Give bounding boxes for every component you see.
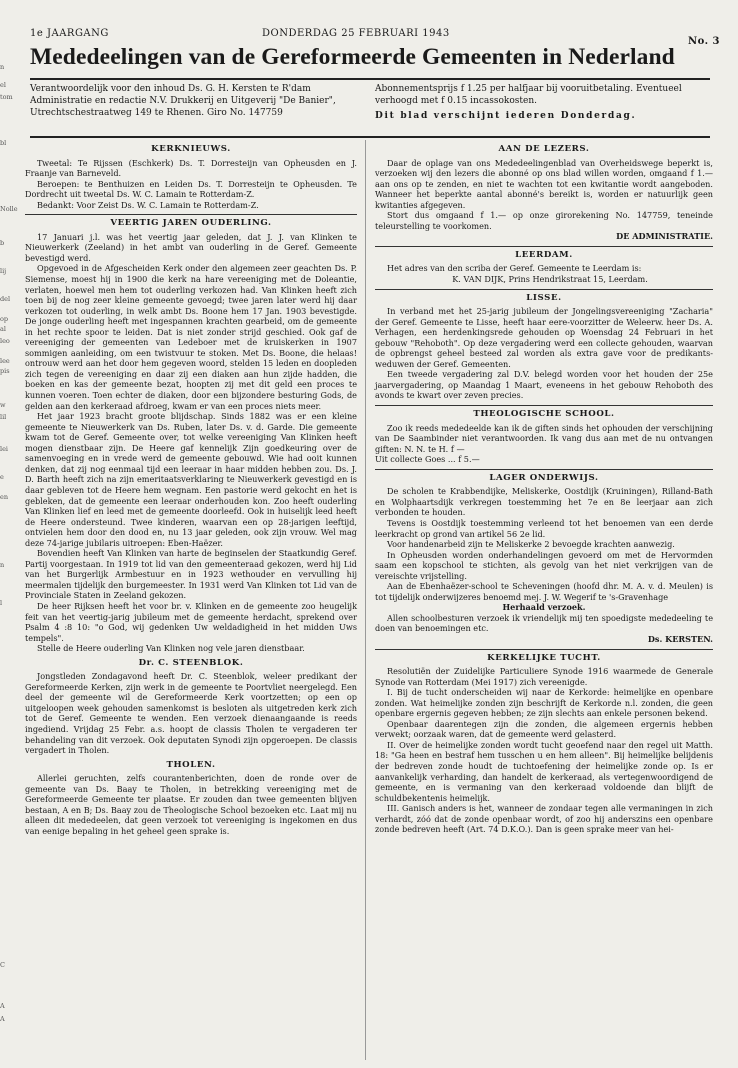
section-title-leerdam: LEERDAM. xyxy=(375,246,713,261)
article-paragraph: Tevens is Oostdijk toestemming verleend tot het benoemen van een derde leerkracht op grond van artikel 56 2e lid. xyxy=(375,517,713,539)
article-paragraph: 17 Januari j.l. was het veertig jaar geleden, dat J. J. van Klinken te Nieuwerkerk (Zeeland) in het ambt van ouderling in de Geref. Gemeente bevestigd werd. xyxy=(25,231,357,263)
publication-frequency: Dit blad verschijnt iederen Donderdag. xyxy=(375,111,637,121)
masthead-top xyxy=(30,28,720,47)
margin-note: tom xyxy=(0,93,13,101)
subscription-price: Abonnementsprijs f 1.25 per halfjaar bij vooruitbetaling. Eventueel verhoogd met f 0.15 incassokosten. xyxy=(375,84,682,106)
margin-note: lij xyxy=(0,267,7,275)
issue-date: DONDERDAG 25 FEBRUARI 1943 xyxy=(262,28,450,39)
section-title-lezers: AAN DE LEZERS. xyxy=(498,144,590,154)
margin-note: del xyxy=(0,295,11,303)
margin-note: e xyxy=(0,473,4,481)
scriba-address: K. VAN DIJK, Prins Hendrikstraat 15, Leerdam. xyxy=(452,274,648,285)
subscription-info xyxy=(375,83,710,122)
gift-line: Uit collecte Goes ... f 5.— xyxy=(375,454,480,465)
column-divider xyxy=(365,140,366,1060)
article-paragraph: Allerlei geruchten, zelfs courantenberichten, doen de ronde over de gemeente van Ds. Baay te Tholen, in betrekking vereeniging met de Gereformeerde Gemeente ter plaatse. Er zouden dan twee gemeenten blijven bestaan, A en B; Ds. Baay zou de Theologische School bezoeken etc. Laat mij nu alleen dit mededeelen, dat geen verzoek tot vereeniging is ingekomen en dus van eenige bepaling in het geheel geen sprake is. xyxy=(25,773,357,836)
section-title-lisse: LISSE. xyxy=(375,289,713,304)
signature-administratie: DE ADMINISTRATIE. xyxy=(616,231,713,242)
article-paragraph: Aan de Ebenhaëzer-school te Scheveningen (hoofd dhr. M. A. v. d. Meulen) is tot tijdelijk onderwijzeres benoemd mej. J. W. Wegerif te 's-Gravenhage xyxy=(375,581,713,602)
article-paragraph: Daar de oplage van ons Mededeelingenblad van Overheidswege beperkt is, verzoeken wij den lezers die abonné op ons blad willen worden, omgaand f 1.— aan ons op te zenden, en niet te wachten tot een kwitantie wordt aangeboden. Wanneer het beperkte aantal abonné's bereikt is, worden er natuurlijk geen kwitanties afgegeven. xyxy=(375,157,713,210)
editorial-info xyxy=(30,83,360,119)
margin-note: op xyxy=(0,315,9,323)
margin-note: C xyxy=(0,961,5,969)
article-paragraph: Stort dus omgaand f 1.— op onze girorekening No. 147759, teneinde teleurstelling te voorkomen. xyxy=(375,210,713,231)
margin-note: lee xyxy=(0,357,10,365)
editor-line: Verantwoordelijk voor den inhoud Ds. G. H. Kersten te R'dam xyxy=(30,84,311,94)
article-paragraph: I. Bij de tucht onderscheiden wij naar de Kerkorde: heimelijke en openbare zonden. Wat heimelijke zonden zijn beschrijft de Kerkorde n.l. zonden, die geen openbare ergernis gegeven hebben; ze zijn slechts aan enkele personen bekend. xyxy=(375,687,713,719)
article-paragraph: In Opheusden worden onderhandelingen gevoerd om met de Hervormden saam een kopschool te stichten, als gevolg van het niet verkrijgen van de vereischte vrijstelling. xyxy=(375,549,713,581)
section-title-veertig-jaren: VEERTIG JAREN OUDERLING. xyxy=(25,214,357,229)
margin-note: n xyxy=(0,561,5,569)
margin-note: b xyxy=(0,239,5,247)
article-paragraph: Het jaar 1923 bracht groote blijdschap. Sinds 1882 was er een kleine gemeente te Nieuwerkerk van Ds. Ruben, later Ds. v. d. Garde. Die gemeente kwam tot de Geref. Gemeente over, tot welke vereeniging Van Klinken heeft mogen dienstbaar zijn. De Heere gaf kennelijk Zijn goedkeuring over de samenvoeging en in vrede werd de gemeente gebouwd. Wie had ooit kunnen denken, dat zij nog eenmaal tijd een leeraar in haar midden hebben zou. Ds. J. D. Barth heeft zich na zijn emeritaatsverklaring te Nieuwerkerk gevestigd en is daar gebleven tot de Heere hem wegnam. Een pastorie werd gekocht en het is gebleken, dat de gemeente een leeraar onderhouden kon. Zoo heeft ouderling Van Klinken lief en leed met de gemeente doorleefd. Ook in huiselijk leed heeft de Heere ondersteund. Twee kinderen, waarvan een op 28-jarigen leeftijd, ontvielen hem door den dood en, nu 13 jaar geleden, ook zijn vrouw. Wel mag deze 74-jarige jubilaris uitroepen: Eben-Haëzer. xyxy=(25,411,357,548)
margin-note: n xyxy=(0,63,5,71)
section-title-kerkelijke-tucht: KERKELIJKE TUCHT. xyxy=(375,649,713,664)
section-title-lager-onderwijs: LAGER ONDERWIJS. xyxy=(375,469,713,484)
article-paragraph: Stelle de Heere ouderling Van Klinken nog vele jaren dienstbaar. xyxy=(37,643,305,654)
margin-note: bl xyxy=(0,139,7,147)
header-rule xyxy=(30,136,710,138)
masthead-rule xyxy=(30,78,710,80)
article-paragraph: Het adres van den scriba der Geref. Gemeente te Leerdam is: xyxy=(387,263,642,274)
margin-note: lei xyxy=(0,445,9,453)
margin-note: A xyxy=(0,1015,5,1023)
margin-note: leo xyxy=(0,337,10,345)
article-paragraph: Bovendien heeft Van Klinken van harte de beginselen der Staatkundig Geref. Partij voorgestaan. In 1919 tot lid van den gemeenteraad gekozen, werd hij Lid van het Burgerlijk Armbestuur en in 1923 wethouder en vervulling hij meermalen tijdelijk den burgemeester. In 1931 werd Van Klinken tot Lid van de Provinciale Staten in Zeeland gekozen. xyxy=(25,548,357,601)
article-paragraph: Allen schoolbesturen verzoek ik vriendelijk mij ten spoedigste mededeeling te doen van benoemingen etc. xyxy=(375,612,713,634)
section-title-tholen: THOLEN. xyxy=(166,759,216,770)
kerknieuws-bedankt: Bedankt: Voor Zeist Ds. W. C. Lamain te Rotterdam-Z. xyxy=(37,199,259,210)
issue-number: No. 3 xyxy=(687,36,720,47)
article-paragraph: Voor handenarbeid zijn te Meliskerke 2 bevoegde krachten aanwezig. xyxy=(387,539,675,550)
section-title-steenblok: Dr. C. STEENBLOK. xyxy=(138,657,244,668)
volume-year: 1e JAARGANG xyxy=(30,28,109,39)
margin-note: A xyxy=(0,1002,5,1010)
margin-note: w xyxy=(0,401,6,409)
article-paragraph: Jongstleden Zondagavond heeft Dr. C. Steenblok, weleer predikant der Gereformeerde Kerken, zijn werk in de gemeente te Poortvliet neergelegd. Een deel der gemeente wil de Gereformeerde Kerk voortzetten; op een op uitgeloopen week gehouden samenkomst is besloten als uitgetreden kerk zich tot de Geref. Gemeente te wenden. Een verzoek dienaangaande is reeds ingediend. Vrijdag 25 Febr. a.s. hoopt de classis Tholen te vergaderen ter behandeling van dit verzoek. Ook deputaten Synodi zijn opgeroepen. De classis vergadert in Tholen. xyxy=(25,671,357,756)
article-paragraph: Zoo ik reeds mededeelde kan ik de giften sinds het ophouden der verschijning van De Saambinder niet verantwoorden. Ik vang dus aan met de nu ontvangen giften: N. N. te H. f — xyxy=(375,422,713,454)
margin-note: al xyxy=(0,325,6,333)
signature-kersten: Ds. KERSTEN. xyxy=(647,633,713,644)
right-column xyxy=(375,140,713,835)
left-column xyxy=(25,140,357,836)
margin-note: l xyxy=(0,599,3,607)
subheading-herhaald-verzoek: Herhaald verzoek. xyxy=(502,602,586,613)
article-paragraph: Openbaar daarentegen zijn die zonden, die algemeen ergernis hebben verwekt; oorzaak waren, dat de gemeente werd gelasterd. xyxy=(375,718,713,740)
section-title-kerknieuws: KERKNIEUWS. xyxy=(151,144,231,154)
article-paragraph: Een tweede vergadering zal D.V. belegd worden voor het houden der 25e jaarvergadering, op Maandag 1 Maart, eveneens in het gebouw Rehoboth des avonds te kwart over zeven precies. xyxy=(375,369,713,401)
article-paragraph: In verband met het 25-jarig jubileum der Jongelingsvereeniging "Zacharia" der Geref. Gemeente te Lisse, heeft haar eere-voorzitter de Weleerw. heer Ds. A. Verhagen, een herdenkingsrede gehouden op Woensdag 24 Februari in het gebouw "Rehoboth". Op deze vergadering werd een collecte gehouden, waarvan de opbrengst geheel besteed zal worden als extra gave voor de predikants-weduwen der Geref. Gemeenten. xyxy=(375,306,713,369)
kerknieuws-tweetal: Tweetal: Te Rijssen (Eschkerk) Ds. T. Dorresteijn van Opheusden en J. Fraanje van Barneveld. xyxy=(25,157,357,179)
article-paragraph: Resolutiën der Zuidelijke Particuliere Synode 1916 waarmede de Generale Synode van Rotterdam (Mei 1917) zich vereenigde. xyxy=(375,666,713,687)
margin-note: Nolle xyxy=(0,205,18,213)
administration-line: Administratie en redactie N.V. Drukkerij en Uitgeverij "De Banier", Utrechtschestraatweg 149 te Rhenen. Giro No. 147759 xyxy=(30,96,336,118)
article-paragraph: De scholen te Krabbendijke, Meliskerke, Oostdijk (Kruiningen), Rilland-Bath en Wolphaartsdijk verkregen toestemming het 7e en 8e leerjaar aan zich verbonden te houden. xyxy=(375,486,713,518)
section-title-theologische-school: THEOLOGISCHE SCHOOL. xyxy=(375,405,713,420)
article-paragraph: III. Ganisch anders is het, wanneer de zondaar tegen alle vermaningen in zich verhardt, zóó dat de zonde openbaar wordt, of zoo hij anderszins een openbare zonde bedreven heeft (Art. 74 D.K.O.). Dan is geen sprake meer van hei- xyxy=(375,803,713,835)
article-paragraph: De heer Rijksen heeft het voor br. v. Klinken en de gemeente zoo heugelijk feit van het veertig-jarig jubileum met de gemeente herdacht, sprekend over Psalm 4 :8 10: "o God, wij gedenken Uw weldadigheid in het midden Uws tempels". xyxy=(25,600,357,643)
margin-note: en xyxy=(0,493,9,501)
kerknieuws-beroepen: Beroepen: te Benthuizen en Leiden Ds. T. Dorresteijn te Opheusden. Te Dordrecht uit tweetal Ds. W. C. Lamain te Rotterdam-Z. xyxy=(25,178,357,200)
margin-note: pis xyxy=(0,367,10,375)
article-paragraph: II. Over de heimelijke zonden wordt tucht geoefend naar den regel uit Matth. 18: "Ga heen en bestraf hem tusschen u en hem alleen". Bij heimelijke belijdenis der bedreven zonde houdt de tuchtoefening der heimelijke zonde op. Is er aanvankelijk verharding, dan handelt de kerkeraad, als vertegenwoordigend de gemeente, en is vermaning van den kerkeraad voldoende dan blijft de schuldbekentenis heimelijk. xyxy=(375,739,713,803)
margin-note: el xyxy=(0,81,6,89)
newspaper-title: Mededeelingen van de Gereformeerde Gemeenten in Nederland xyxy=(30,44,675,70)
article-paragraph: Opgevoed in de Afgescheiden Kerk onder den algemeen zeer geachten Ds. P. Siemense, moest hij in 1900 die kerk na hare vereeniging met de Doleantie, verlaten, hoewel men hem tot ouderling verkozen had. Van Klinken heeft zich toen bij de nog zeer kleine gemeente gevoegd; twee jaren later werd hij daar verkozen tot ouderling, in welk ambt Ds. Boone hem 17 Jan. 1903 bevestigde. De jonge ouderling heeft met ingespannen krachten gearbeid, om de gemeente in het rechte spoor te leiden. Dat is niet zonder strijd geschied. Ook gaf de vereeniging der gemeenten van Ledeboer met de kruiskerken in 1907 sommigen aanleiding, om een twistvuur te stoken. Met Ds. Boone, die helaas! ontrouw werd aan het door hem gegeven woord, stelden 15 leden en doopleden zich tegen de vereeniging en daar zij een diaken aan hun zijde hadden, die boeken en kas der gemeente bezat, hoopten zij met dit geld een proces te kunnen voeren. Toen echter de diaken, door een bijzondere besturing Gods, de gelden aan den kerkeraad afdroeg, kwam er van een proces niets meer. xyxy=(25,263,357,411)
margin-note: lil xyxy=(0,413,7,421)
